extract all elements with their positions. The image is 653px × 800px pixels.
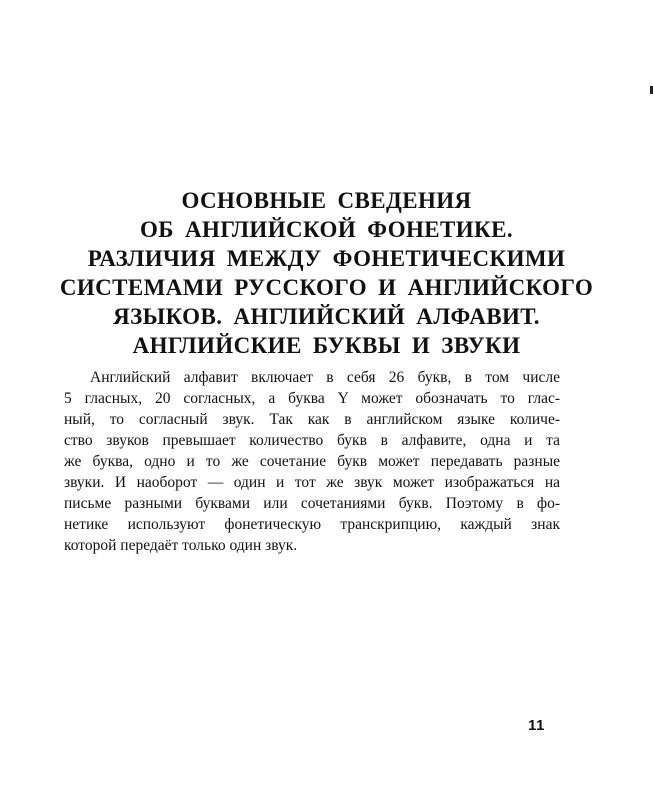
paragraph-line: ство звуков превышает количество букв в алфавите, одна и та <box>64 432 560 449</box>
paragraph-line: которой передаёт только один звук. <box>64 537 298 554</box>
paragraph-line: звуки. И наоборот — один и тот же звук может изображаться на <box>64 474 560 491</box>
paragraph-line: нетике используют фонетическую транскрипцию, каждый знак <box>64 516 560 533</box>
paragraph-line: письме разными буквами или сочетаниями букв. Поэтому в фо- <box>64 495 560 512</box>
paragraph-line: Английский алфавит включает в себя 26 букв, в том числе <box>90 369 560 386</box>
page-number: 11 <box>528 717 545 734</box>
heading-line: ОСНОВНЫЕ СВЕДЕНИЯ <box>181 188 472 213</box>
paragraph-line: же буква, одно и то же сочетание букв может передавать разные <box>64 453 560 470</box>
heading-line: СИСТЕМАМИ РУССКОГО И АНГЛИЙСКОГО <box>59 275 594 300</box>
paragraph-line: 5 гласных, 20 согласных, а буква Y может обозначать то глас- <box>64 390 560 407</box>
body-paragraph <box>64 367 560 556</box>
heading-line: АНГЛИЙСКИЕ БУКВЫ И ЗВУКИ <box>132 333 521 358</box>
paragraph-line: ный, то согласный звук. Так как в английском языке количе- <box>64 411 560 428</box>
heading-line: ОБ АНГЛИЙСКОЙ ФОНЕТИКЕ. <box>139 217 514 242</box>
heading-line: РАЗЛИЧИЯ МЕЖДУ ФОНЕТИЧЕСКИМИ <box>87 246 566 271</box>
heading-line: ЯЗЫКОВ. АНГЛИЙСКИЙ АЛФАВИТ. <box>113 304 540 329</box>
section-heading <box>56 186 597 360</box>
